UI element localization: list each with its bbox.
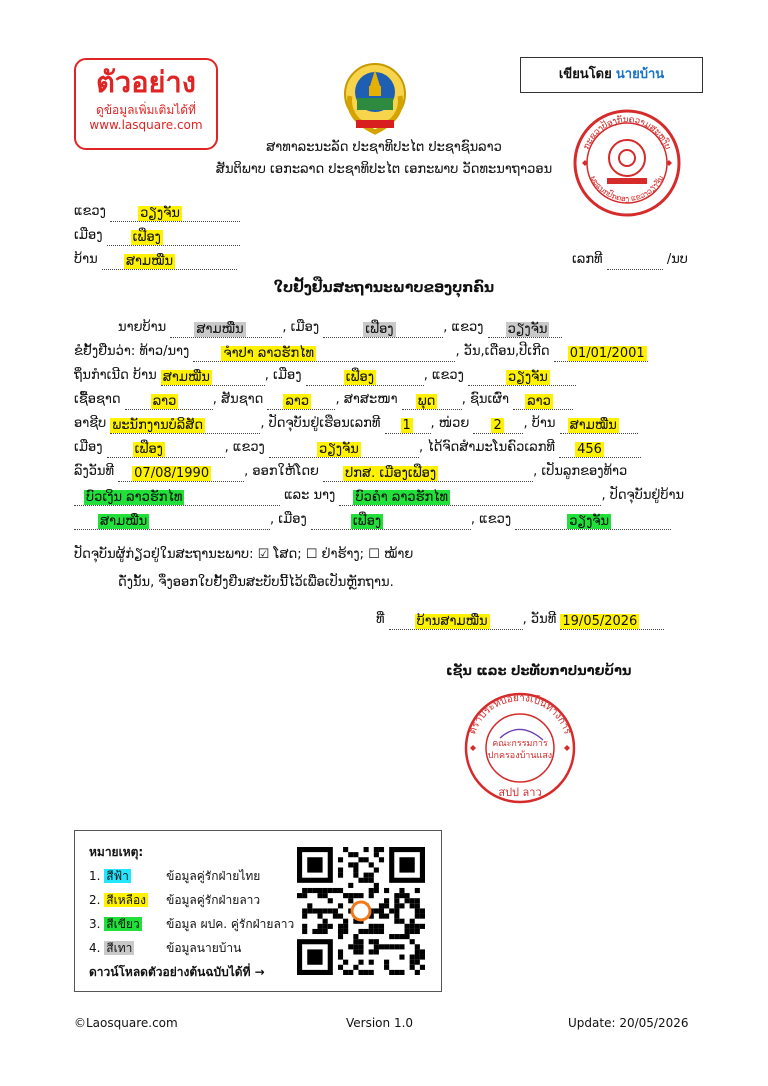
body-row-4 [74, 390, 573, 410]
footer-update: Update: 20/05/2026 [568, 1016, 689, 1030]
text: , ສາສະໜາ [335, 392, 398, 407]
village-stamp-top-text: ตราประทับอย่างเป็นทางการ [467, 692, 573, 736]
notes-title: หมายเหตุ: [89, 845, 144, 859]
nationality: ລາວ [285, 394, 310, 409]
signature-label: ເຊັນ ແລະ ປະທັບກາປນາຍບ້ານ [446, 664, 632, 679]
national-header-line1: ສາທາລະນະລັດ ປະຊາທິປະໄຕ ປະຊາຊົນລາວ [266, 140, 502, 155]
tribe: ລາວ [527, 394, 551, 409]
body-row-3 [74, 366, 576, 386]
province-row [74, 202, 240, 222]
text: ຖິ່ນກໍາເນີດ ບ້ານ [74, 368, 157, 383]
headman-province: ວຽງຈັນ [507, 322, 548, 337]
text: , ວັນ,ເດືອນ,ປີເກີດ [455, 344, 550, 359]
house-number: 1 [402, 418, 411, 433]
text: , ແຂວງ [443, 320, 484, 335]
note-key: สีเทา [106, 941, 133, 955]
village-stamp-inner1: คณะกรรมการ [492, 739, 548, 749]
note-key: สีเขียว [106, 917, 140, 931]
date-value: 19/05/2026 [562, 614, 638, 629]
text: ເຊື້ອຊາດ [74, 392, 121, 407]
sample-badge [74, 58, 218, 150]
footer-version: Version 1.0 [346, 1016, 414, 1030]
note-desc: ข้อมูลนายบ้าน [166, 941, 242, 955]
body-row-9 [74, 510, 671, 530]
qr-code-icon[interactable] [297, 847, 425, 975]
notes-box [74, 830, 442, 992]
footer-copyright: ©Laosquare.com [74, 1016, 178, 1030]
written-by-box [520, 57, 703, 93]
parents-district: ເຟືອງ [352, 514, 382, 529]
sample-badge-title: ตัวอย่าง [96, 65, 196, 99]
person-dob: 01/01/2001 [569, 346, 645, 361]
ministry-stamp-bottom-text: ພະແນກປົກຄອງ ແຂວງວຽງຈັນ [588, 174, 666, 204]
sample-badge-line2: ดูข้อมูลเพิ่มเติมได้ที่ [96, 103, 196, 117]
document-number-suffix: /ນບ [666, 252, 688, 267]
current-village: ສາມໝື່ນ [569, 418, 617, 433]
note-number: 2. [89, 893, 101, 907]
headman-village: ສາມໝື່ນ [196, 322, 244, 337]
written-by-value: นายบ้าน [615, 67, 665, 82]
body-row-8 [74, 486, 684, 506]
village-row [74, 250, 237, 270]
text: , ເປັນລູກຂອງທ້າວ [533, 464, 628, 479]
text: , ໜ່ວຍ [430, 416, 470, 431]
text: , ບ້ານ [523, 416, 556, 431]
ministry-stamp-top-text: ກະຊວງປ້ອງກັນຄວາມສະຫງົບ [581, 114, 673, 152]
text: , ເມືອງ [270, 512, 307, 527]
text: , ປັດຈຸບັນຢູ່ບ້ານ [601, 488, 685, 503]
village-value: ສາມໝື່ນ [125, 254, 174, 269]
text: , ປັດຈຸບັນຢູ່ເຮືອນເລກທີ [260, 416, 381, 431]
place-value: ບ້ານສາມໝື່ນ [416, 614, 488, 629]
text: ເມືອງ [74, 440, 103, 455]
written-by-label: เขียนโดย [558, 67, 612, 82]
note-desc: ข้อมูลคู่รักฝ่ายไทย [166, 869, 261, 883]
parents-province: ວຽງຈັນ [569, 514, 610, 529]
marital-status: ປັດຈຸບັນຜູ້ກ່ຽວຢູ່ໃນສະຖານະພາບ: ☑ ໂສດ; ☐ ຢ່າຮ້າງ; ☐ ໝ້າຍ [74, 547, 414, 562]
text: , ແຂວງ [423, 368, 464, 383]
district-row [74, 226, 240, 246]
person-name: ຈໍາປາ ລາວຮັກໄທ [223, 346, 315, 361]
note-number: 3. [89, 917, 101, 931]
parents-village: ສາມໝື່ນ [100, 514, 148, 529]
occupation: ພະນັກງານບໍລິສັດ [112, 418, 204, 433]
body-row-5 [74, 414, 638, 434]
birth-village: ສາມໝື່ນ [162, 370, 210, 385]
father-name: ບົວເງິນ ລາວຮັກໄທ [86, 490, 183, 505]
mother-name: ບົວຄໍາ ລາວຮັກໄທ [355, 490, 449, 505]
religion: ພຸດ [417, 394, 436, 409]
census-issuer: ປກສ. ເມືອງເຟືອງ [345, 466, 437, 481]
text: ອາຊີບ [74, 416, 107, 431]
note-key: สีฟ้า [106, 869, 129, 883]
place-label: ທີ່ [376, 612, 385, 627]
province-label: ແຂວງ [74, 204, 106, 219]
document-number-label: ເລກທີ [572, 252, 603, 267]
village-stamp-inner2: ปกครองบ้านแสง [487, 751, 553, 761]
note-item [89, 915, 294, 934]
birth-province: ວຽງຈັນ [508, 370, 548, 385]
current-province: ວຽງຈັນ [318, 442, 359, 457]
note-item [89, 939, 241, 958]
document-title: ໃບຢັ້ງຢືນສະຖານະພາບຂອງບຸກຄົນ [273, 280, 495, 296]
sample-badge-url: www.lasquare.com [89, 118, 203, 132]
village-stamp [455, 690, 585, 808]
text: ລົງວັນທີ [74, 464, 115, 479]
census-date: 07/08/1990 [134, 466, 210, 481]
current-district: ເຟືອງ [134, 442, 163, 457]
document-number-row [572, 250, 688, 270]
text: , ສັນຊາດ [212, 392, 264, 407]
census-number: 456 [577, 442, 602, 457]
text: , ເມືອງ [264, 368, 302, 383]
village-stamp-bottom-text: สปป ลาว [498, 786, 542, 799]
closing-statement: ດັ່ງນັ້ນ, ຈຶ່ງອອກໃບຢັ້ງຢືນສະບັບນີ້ໄວ້ເພື່ອເປັນຫຼັກຖານ. [118, 575, 394, 590]
ethnicity: ລາວ [152, 394, 177, 409]
district-value: ເຟືອງ [132, 230, 161, 245]
text: , ອອກໃຫ້ໂດຍ [244, 464, 319, 479]
text: , ເມືອງ [282, 320, 320, 335]
note-number: 4. [89, 941, 101, 955]
text: ນາຍບ້ານ [118, 320, 167, 335]
place-date-row [376, 610, 664, 630]
body-row-2 [74, 342, 648, 362]
text: , ຊົນເຜົ່າ [461, 392, 510, 407]
note-desc: ข้อมูลคู่รักฝ่ายลาว [166, 893, 261, 907]
body-row-1 [118, 318, 562, 338]
body-row-7 [74, 462, 627, 482]
headman-district: ເຟືອງ [365, 322, 394, 337]
note-item [89, 867, 260, 886]
district-label: ເມືອງ [74, 228, 103, 243]
text: , ແຂວງ [224, 440, 265, 455]
text: ແລະ ນາງ [284, 488, 336, 503]
birth-district: ເຟືອງ [345, 370, 374, 385]
unit-number: 2 [493, 418, 502, 433]
date-label: , ວັນທີ [522, 612, 557, 627]
download-link[interactable]: ดาวน์โหลดตัวอย่างต้นฉบับได้ที่ → [89, 965, 265, 979]
village-label: ບ້ານ [74, 252, 98, 267]
note-key: สีเหลือง [106, 893, 147, 907]
note-number: 1. [89, 869, 101, 883]
text: , ແຂວງ [470, 512, 512, 527]
text: ຂໍຢັ້ງຢືນວ່າ: ທ້າວ/ນາງ [74, 344, 190, 359]
note-item [89, 891, 260, 910]
national-emblem-icon [342, 56, 408, 136]
note-desc: ข้อมูล ผปค. คู่รักฝ่ายลาว [166, 917, 295, 931]
province-value: ວຽງຈັນ [140, 206, 180, 221]
body-row-6 [74, 438, 641, 458]
national-header-line2: ສັນຕິພາບ ເອກະລາດ ປະຊາທິປະໄຕ ເອກະພາບ ວັດທະນາຖາວອນ [215, 162, 553, 177]
text: , ໄດ້ຈົດສໍາມະໂນຄົວເລກທີ [418, 440, 555, 455]
